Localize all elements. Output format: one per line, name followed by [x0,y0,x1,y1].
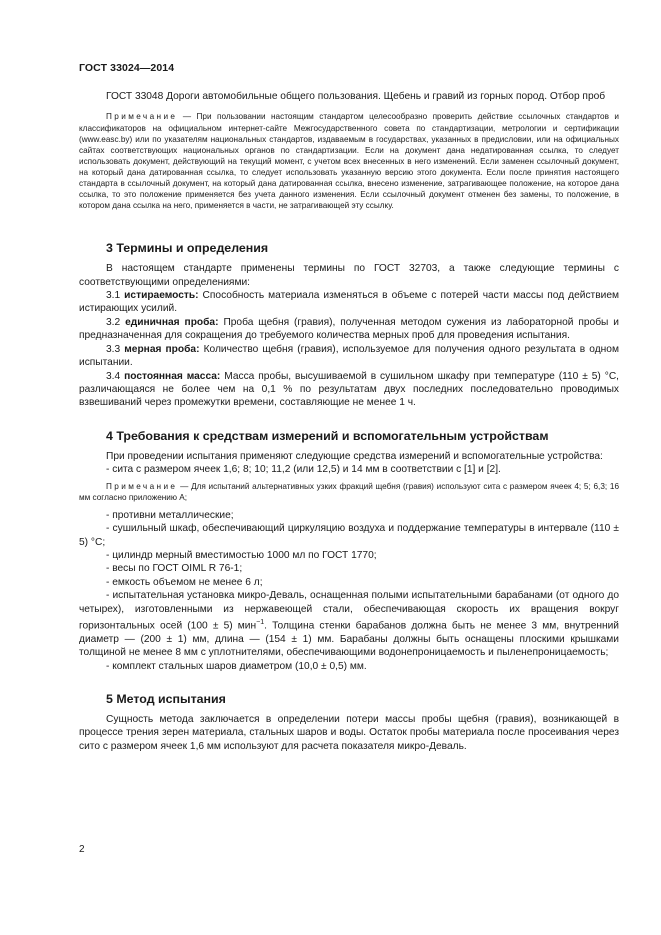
list-item-balls: - комплект стальных шаров диаметром (10,0 ± 0,5) мм. [106,660,367,672]
list-item: - весы по ГОСТ OIML R 76-1; [106,563,243,575]
equipment-list [79,509,619,673]
term-name: постоянная масса: [124,370,221,382]
list-item: - противни металлические; [106,509,234,521]
section-4-intro: При проведении испытания применяют следующие средства измерений и вспомогательные устройства: [106,450,603,462]
list-item-microdeval: - испытательная установка микро-Деваль, оснащенная полыми испытательными барабанами (от одного до четырех), изготовленными из нержавеющей стали, обеспечивающая скорость их вращения вокруг горизонтальных осей (100 ± 5) мин$^{-1}$. Толщина стенки барабанов должна быть не менее 3 мм, внутренний диаметр — (200 ± 1) мм, длина — (154 ± 1) мм. Барабаны должны быть оснащены плоскими крышками толщиной не менее 8 мм с уплотнителями, обеспечивающими водонепроницаемость и пыленепроницаемость; [79,590,619,659]
section-5-title: 5 Метод испытания [106,691,226,706]
list-item-sieves: - сита с размером ячеек 1,6; 8; 10; 11,2 (или 12,5) и 14 мм в соответствии с [1] и [2]. [106,464,501,476]
list-item: - цилиндр мерный вместимостью 1000 мл по ГОСТ 1770; [106,549,377,561]
page-number: 2 [79,844,85,855]
list-item: - сушильный шкаф, обеспечивающий циркуляцию воздуха и поддержание температуры в интервале (110 ± 5) °С; [79,523,619,548]
section-5-text: Сущность метода заключается в определении потери массы пробы щебня (гравия), возникающей в процессе трения зерен материала, стальных шаров и воды. Остаток пробы материала после просеивания через сито с размером ячеек 1,6 мм используют для расчета показателя микро-Деваль. [79,713,619,752]
reference-note: Примечание — При пользовании настоящим стандартом целесообразно проверить действие ссылочных стандартов и классификаторов на официальном интернет-сайте Межгосударственного совета по стандартизации, метрологии и сертификации (www.easc.by) или по указателям национальных стандартов, издаваемым в государствах, указанных в предисловии, или на официальных сайтах соответствующих национальных органов по стандартизации. Если на документ дана недатированная ссылка, то следует использовать документ, действующий на текущий момент, с учетом всех внесенных в него изменений. Если заменен ссылочный документ, на который дана датированная ссылка, то следует использовать указанную версию этого документа. Если после принятия настоящего стандарта в ссылочный документ, на который дана датированная ссылка, внесено изменение, затрагивающее положение, на которое дана ссылка, то это положение применяется без учета данного изменения. Если ссылочный документ отменен без замены, то положение, в котором дана ссылка на него, применяется в части, не затрагивающей эту ссылку. [79,112,619,211]
reference-gost-33048: ГОСТ 33048 Дороги автомобильные общего пользования. Щебень и гравий из горных пород. Отбор проб [106,91,606,102]
sieves-note: Примечание — Для испытаний альтернативных узких фракций щебня (гравия) используют сита с размером ячеек 4; 5; 6,3; 16 мм согласно приложению А; [79,481,619,502]
note-label: Примечание [106,481,178,491]
section-3-intro: В настоящем стандарте применены термины по ГОСТ 32703, а также следующие термины с соответствующими определениями: [79,263,619,288]
term-3-2: 3.2 единичная проба: Проба щебня (гравия), полученная методом сужения из лабораторной пробы и предназначенная для сокращения до требуемого количества мерных проб для проведения испытания. [79,316,619,342]
term-name: единичная проба: [125,316,219,328]
note-label: Примечание [106,112,178,122]
list-item: - емкость объемом не менее 6 л; [106,576,263,588]
term-3-3: 3.3 мерная проба: Количество щебня (гравия), используемое для получения одного результата в одном испытании. [79,343,619,369]
term-3-4: 3.4 постоянная масса: Масса пробы, высушиваемой в сушильном шкафу при температуре (110 ± 5) °С, различающаяся не более чем на 0,1 % по результатам двух последних последовательно проводимых взвешиваний через промежутки времени, составляющие не менее 1 ч. [79,370,620,409]
document-header-code: ГОСТ 33024—2014 [79,62,175,74]
term-3-1: 3.1 истираемость: Способность материала изменяться в объеме с потерей части массы под действием истирающих усилий. [79,290,619,315]
note-text: Для испытаний альтернативных узких фракций щебня (гравия) используют сита с размером ячеек 4; 5; 6,3; 16 мм согласно приложению А; [79,481,619,502]
note-text: При пользовании настоящим стандартом целесообразно проверить действие ссылочных стандартов и классификаторов на официальном интернет-сайте Межгосударственного совета по стандартизации, метрологии и сертификации (www.easc.by) или по указателям национальных стандартов, издаваемым в государствах, указанных в предисловии, или на официальных сайтах соответствующих национальных органов по стандартизации. Если на документ дана недатированная ссылка, то следует использовать документ, действующий на текущий момент, с учетом всех внесенных в него изменений. Если заменен ссылочный документ, на который дана датированная ссылка, то следует использовать указанную версию этого документа. Если после принятия настоящего стандарта в ссылочный документ, на который дана датированная ссылка, внесено изменение, затрагивающее положение, на которое дана ссылка, то это положение применяется без учета данного изменения. Если ссылочный документ отменен без замены, то положение, в котором дана ссылка на него, применяется в части, не затрагивающей эту ссылку. [79,112,619,211]
document-body [79,90,619,753]
section-4-title: 4 Требования к средствам измерений и вспомогательным устройствам [106,428,549,443]
term-name: мерная проба: [124,343,200,355]
section-3-title: 3 Термины и определения [106,241,269,256]
term-name: истираемость: [124,290,199,302]
